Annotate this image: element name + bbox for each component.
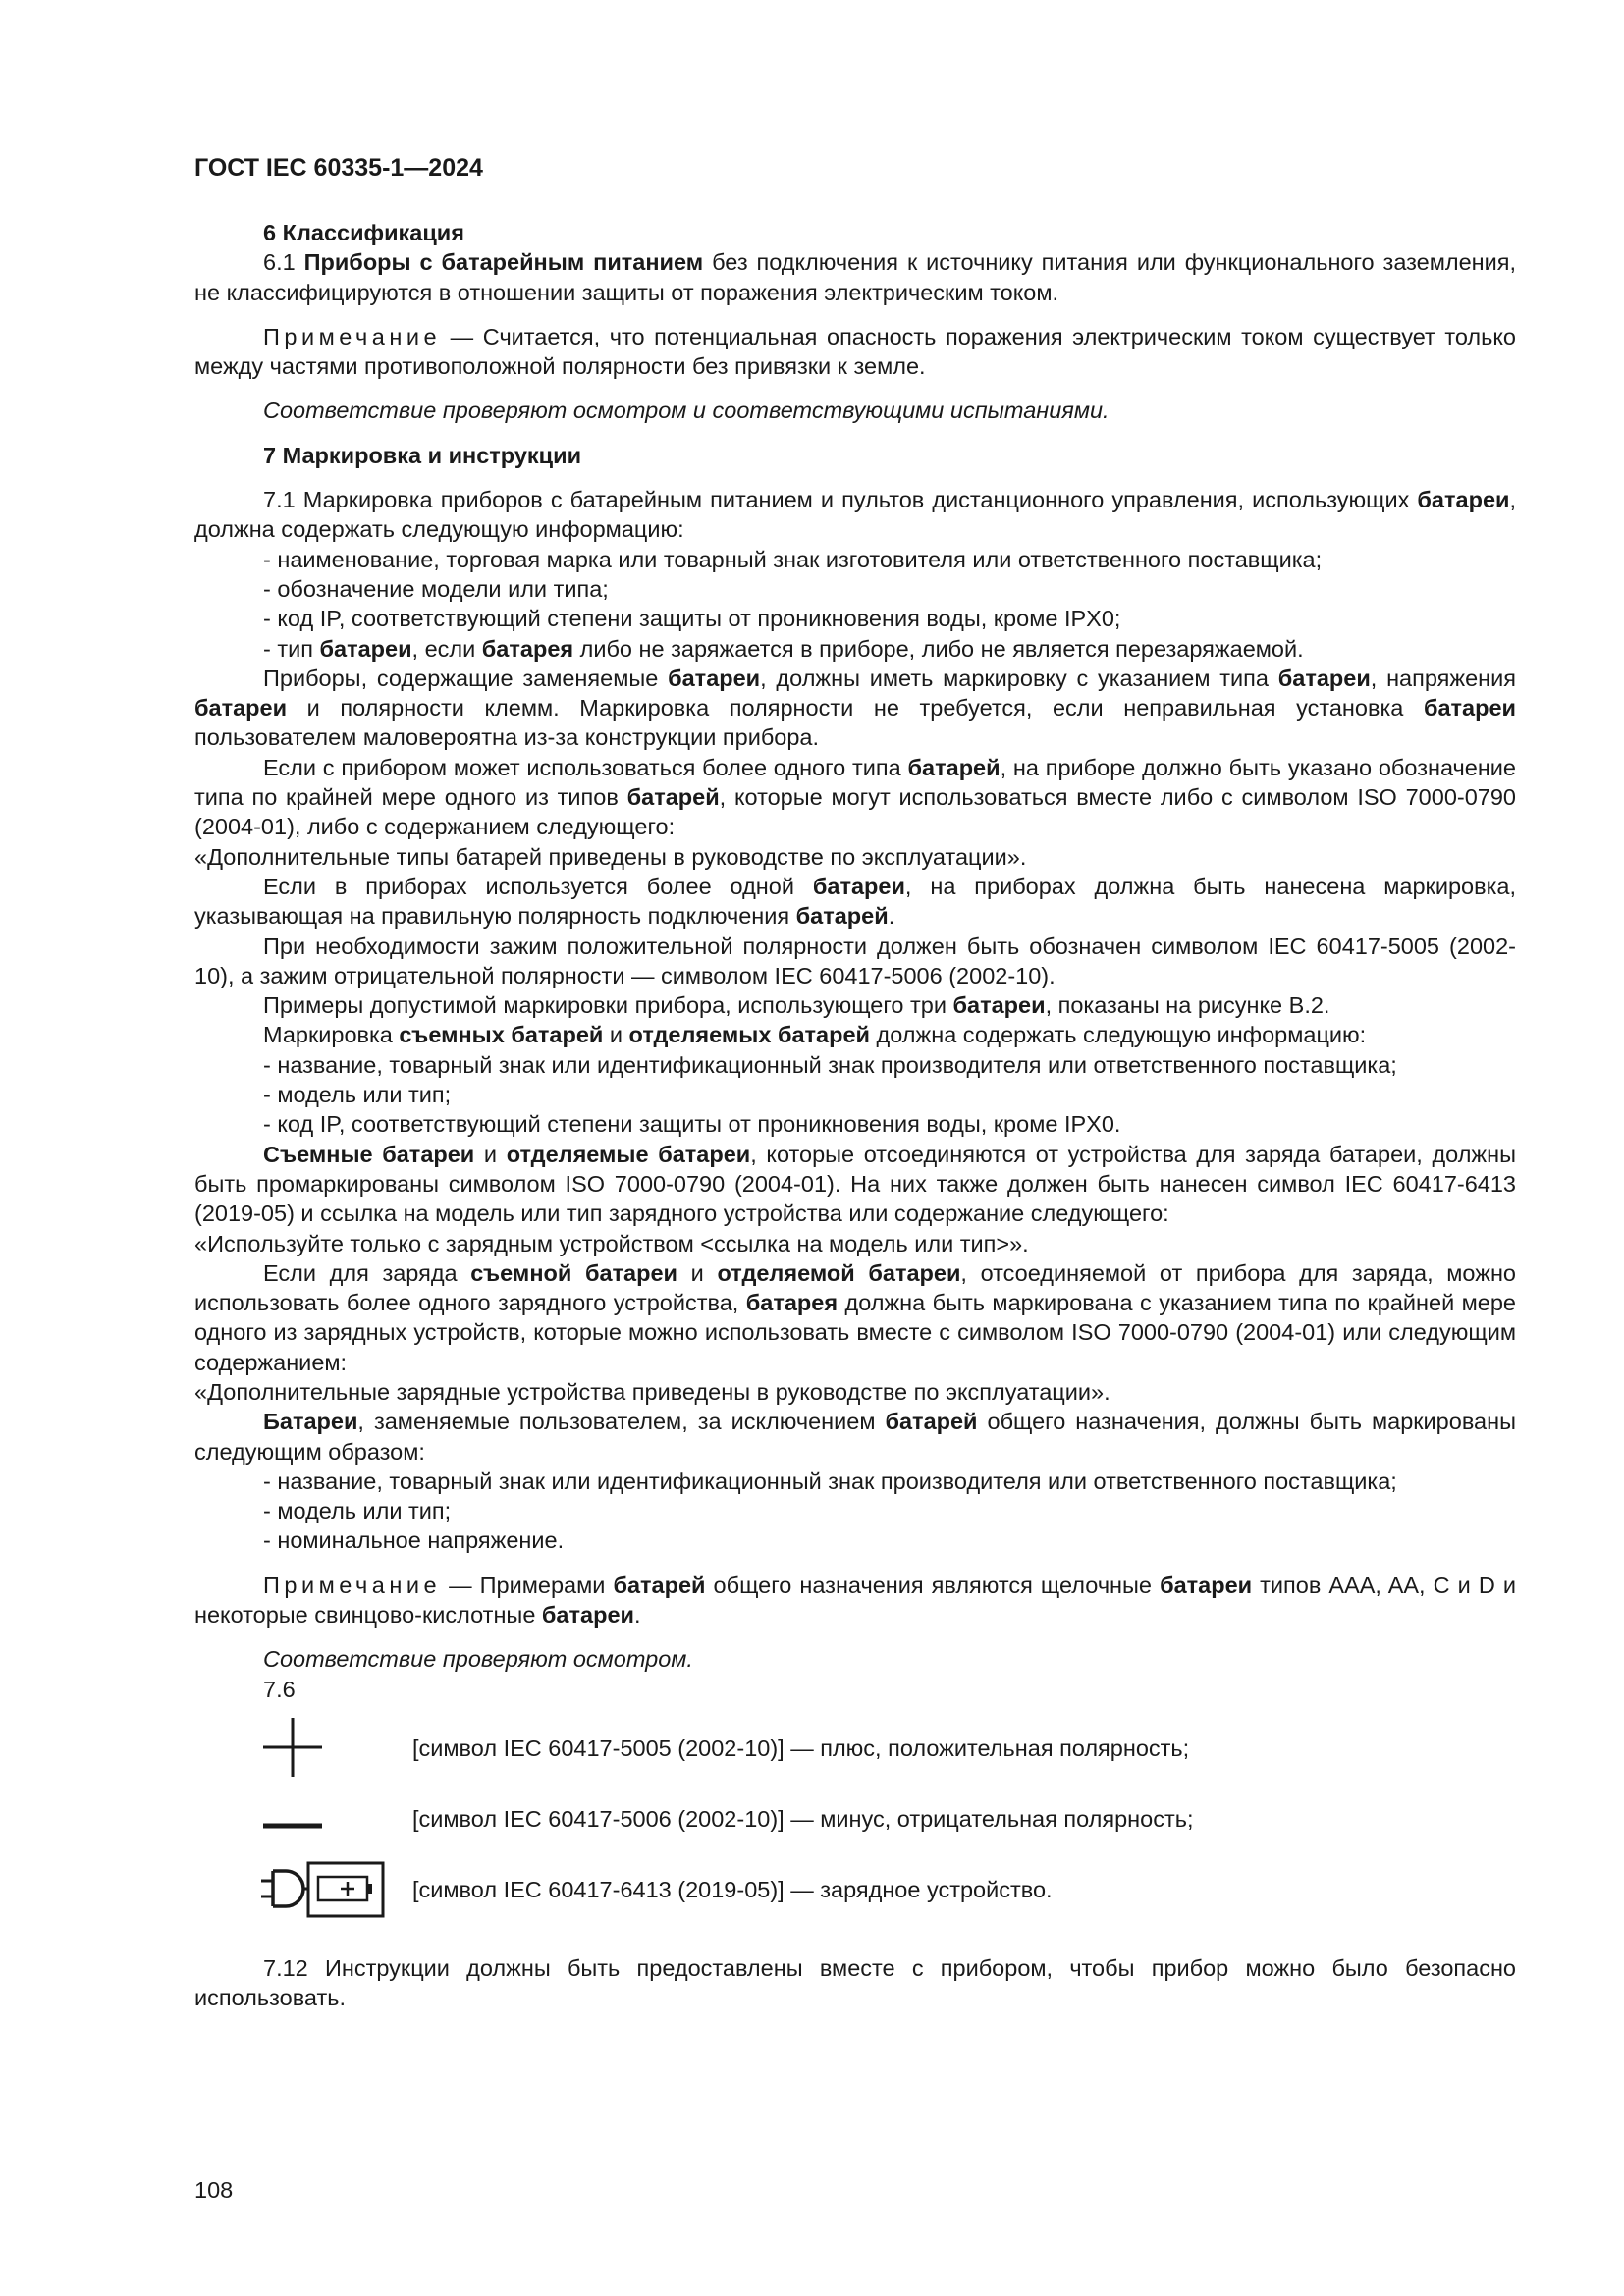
paragraph xyxy=(194,1467,1516,1496)
text-run: отделяемой батареи xyxy=(717,1259,961,1286)
paragraph xyxy=(194,1050,1516,1080)
paragraph xyxy=(194,664,1516,753)
minus-symbol-icon xyxy=(259,1785,326,1851)
text-run: Примечание xyxy=(263,323,442,349)
text-run: , на приборе должно быть указано обозначение типа по крайней мере одного из типов xyxy=(194,754,1516,811)
text-run: отделяемые батареи xyxy=(506,1141,751,1167)
text-run: и xyxy=(603,1022,629,1048)
symbol-row-charger xyxy=(194,1855,1516,1926)
text-run: батареи xyxy=(194,695,288,721)
paragraph xyxy=(194,1496,1516,1525)
text-run: батарея xyxy=(745,1290,839,1316)
text-run: и полярности клемм. Маркировка полярности не требуется, если неправильная установка xyxy=(287,695,1424,721)
text-run: и xyxy=(474,1141,507,1167)
symbol-row-plus xyxy=(194,1714,1516,1785)
text-run: съемной батареи xyxy=(470,1259,678,1286)
text-run: Маркировка xyxy=(263,1022,400,1048)
text-run: - тип xyxy=(263,635,320,662)
text-run: 6 Классификация xyxy=(263,220,464,245)
text-run: — Считается, что потенциальная опасность поражения электрическим током существует только между частями противоположной полярности без привязки к земле. xyxy=(194,323,1516,380)
text-run: , должны иметь маркировку с указанием типа xyxy=(760,665,1278,691)
text-run: - код IP, соответствующий степени защиты от проникновения воды, кроме IPX0; xyxy=(263,606,1121,632)
paragraph xyxy=(194,753,1516,842)
text-run: типов AAA, AA, C и D и некоторые свинцово-кислотные xyxy=(194,1572,1517,1629)
paragraph xyxy=(194,1229,1516,1258)
paragraph xyxy=(194,322,1516,382)
paragraph xyxy=(194,485,1516,545)
paragraph xyxy=(194,1571,1516,1630)
text-run: - обозначение модели или типа; xyxy=(263,575,609,602)
text-run: либо не заряжается в приборе, либо не является перезаряжаемой. xyxy=(573,635,1304,662)
text-run: батарей xyxy=(626,784,720,811)
paragraph xyxy=(194,574,1516,604)
text-run: общего назначения являются щелочные xyxy=(705,1572,1161,1598)
text-run: Примеры допустимой маркировки прибора, использующего три xyxy=(263,992,953,1019)
text-run: , показаны на рисунке В.2. xyxy=(1045,992,1330,1019)
paragraph xyxy=(194,1953,1516,2013)
symbol-caption: [символ IEC 60417-6413 (2019-05)] — зарядное устройство. xyxy=(412,1876,1053,1902)
text-run: батареи xyxy=(541,1602,634,1629)
text-run: общего назначения, должны быть маркированы следующим образом: xyxy=(194,1409,1516,1465)
text-run: батарей xyxy=(795,903,889,930)
paragraph xyxy=(194,545,1516,574)
text-run: - номинальное напряжение. xyxy=(263,1527,565,1554)
text-run: Примечание xyxy=(263,1572,442,1598)
charger-symbol-icon xyxy=(259,1855,387,1922)
paragraph xyxy=(194,1109,1516,1139)
text-run: Соответствие проверяют осмотром и соответствующими испытаниями. xyxy=(263,398,1110,424)
text-run: батареи xyxy=(1160,1572,1253,1598)
paragraph xyxy=(194,990,1516,1020)
paragraph xyxy=(194,1258,1516,1377)
page-number: 108 xyxy=(194,2177,234,2203)
text-run: батарея xyxy=(481,635,574,662)
document-header: ГОСТ IEC 60335-1—2024 xyxy=(194,154,483,182)
paragraph xyxy=(194,441,1516,470)
text-run: должна быть маркирована с указанием типа по крайней мере одного из зарядных устройств, которые можно использовать вместе с символом ISO 7000-0790 (2004-01) или следующим содержанием: xyxy=(194,1290,1516,1375)
text-run: батареи xyxy=(319,635,412,662)
text-run: батарей xyxy=(907,754,1001,780)
text-run: батареи xyxy=(1417,487,1510,513)
text-run: Если для заряда xyxy=(263,1259,471,1286)
paragraph xyxy=(194,1525,1516,1555)
text-run: 7 Маркировка и инструкции xyxy=(263,442,582,468)
text-run: 7.6 xyxy=(263,1676,296,1702)
text-run: , которые могут использоваться вместе либо с символом ISO 7000-0790 (2004-01), либо с содержанием следующего: xyxy=(194,784,1516,840)
symbol-caption: [символ IEC 60417-5005 (2002-10)] — плюс, положительная полярность; xyxy=(412,1735,1190,1761)
paragraph xyxy=(194,247,1516,307)
paragraph xyxy=(194,872,1516,932)
text-run: , на приборах должна быть нанесена маркировка, указывающая на правильную полярность подключения xyxy=(194,873,1516,930)
text-run: 7.12 Инструкции должны быть предоставлены вместе с прибором, чтобы прибор можно было безопасно использовать. xyxy=(194,1954,1516,2011)
paragraph xyxy=(194,396,1516,425)
paragraph xyxy=(194,1080,1516,1109)
plus-symbol-icon xyxy=(259,1714,326,1781)
text-run: Приборы с батарейным питанием xyxy=(303,249,704,276)
text-run: «Используйте только с зарядным устройством <ссылка на модель или тип>». xyxy=(194,1230,1029,1256)
text-run: 7.1 Маркировка приборов с батарейным питанием и пультов дистанционного управления, использующих xyxy=(263,487,1418,513)
text-run: отделяемых батарей xyxy=(628,1022,870,1048)
paragraph xyxy=(194,1020,1516,1049)
paragraph xyxy=(194,842,1516,872)
text-run: и xyxy=(677,1259,718,1286)
text-run: батарей xyxy=(885,1409,978,1435)
text-run: Съемные батареи xyxy=(263,1141,475,1167)
text-run: Если в приборах используется более одной xyxy=(263,873,813,899)
page-content xyxy=(194,218,1516,2013)
text-run: Приборы, содержащие заменяемые xyxy=(263,665,669,691)
symbol-list xyxy=(194,1714,1516,1926)
text-run: — Примерами xyxy=(441,1572,614,1598)
text-run: Если с прибором может использоваться более одного типа xyxy=(263,754,908,780)
paragraph xyxy=(194,1675,1516,1704)
text-run: , если xyxy=(411,635,482,662)
symbol-row-minus xyxy=(194,1785,1516,1855)
symbol-caption: [символ IEC 60417-5006 (2002-10)] — минус, отрицательная полярность; xyxy=(412,1805,1194,1832)
text-run: - название, товарный знак или идентификационный знак производителя или ответственного поставщика; xyxy=(263,1051,1397,1078)
text-run: - наименование, торговая марка или товарный знак изготовителя или ответственного поставщика; xyxy=(263,546,1323,572)
paragraph xyxy=(194,634,1516,664)
text-run: батареи xyxy=(668,665,761,691)
text-run: , отсоединяемой от прибора для заряда, можно использовать более одного зарядного устройства, xyxy=(194,1259,1516,1316)
text-run: , которые отсоединяются от устройства для заряда батареи, должны быть промаркированы символом ISO 7000-0790 (2004-01). На них также должен быть нанесен символ IEC 60417-6413 (2019-05) и ссылка на модель или тип зарядного устройства или содержание следующего: xyxy=(194,1141,1517,1227)
paragraph xyxy=(194,1644,1516,1674)
paragraph xyxy=(194,1377,1516,1407)
text-run: - название, товарный знак или идентификационный знак производителя или ответственного поставщика; xyxy=(263,1468,1397,1494)
text-run: Батареи xyxy=(263,1409,358,1435)
text-run: , заменяемые пользователем, за исключением xyxy=(357,1409,886,1435)
text-run: , напряжения xyxy=(1370,665,1516,691)
text-run: батареи xyxy=(1277,665,1371,691)
text-run: Соответствие проверяют осмотром. xyxy=(263,1646,693,1673)
text-run: - модель или тип; xyxy=(263,1498,452,1524)
text-run: батареи xyxy=(812,873,905,899)
text-run: батареи xyxy=(1423,695,1516,721)
text-run: съемных батарей xyxy=(399,1022,604,1048)
text-run: батареи xyxy=(952,992,1046,1019)
text-run: «Дополнительные зарядные устройства приведены в руководстве по эксплуатации». xyxy=(194,1378,1110,1405)
text-run: - модель или тип; xyxy=(263,1082,452,1108)
text-run: 6.1 xyxy=(263,249,304,276)
closing-paragraph xyxy=(194,1953,1516,2013)
paragraph xyxy=(194,1140,1516,1229)
body-text xyxy=(194,218,1516,1704)
paragraph xyxy=(194,1407,1516,1467)
paragraph xyxy=(194,218,1516,247)
text-run: . xyxy=(888,903,895,930)
text-run: «Дополнительные типы батарей приведены в руководстве по эксплуатации». xyxy=(194,843,1027,870)
text-run: без подключения к источнику питания или функционального заземления, не классифицируются в отношении защиты от поражения электрическим током. xyxy=(194,249,1517,305)
text-run: должна содержать следующую информацию: xyxy=(870,1022,1367,1048)
paragraph xyxy=(194,604,1516,633)
text-run: При необходимости зажим положительной полярности должен быть обозначен символом IEC 60417-5005 (2002-10), а зажим отрицательной полярности — символом IEC 60417-5006 (2002-10). xyxy=(194,933,1516,988)
paragraph xyxy=(194,932,1516,991)
text-run: - код IP, соответствующий степени защиты от проникновения воды, кроме IPX0. xyxy=(263,1111,1121,1138)
text-run: , должна содержать следующую информацию: xyxy=(194,487,1516,543)
text-run: батарей xyxy=(613,1572,706,1598)
text-run: . xyxy=(633,1602,641,1629)
text-run: пользователем маловероятна из-за конструкции прибора. xyxy=(194,724,820,751)
